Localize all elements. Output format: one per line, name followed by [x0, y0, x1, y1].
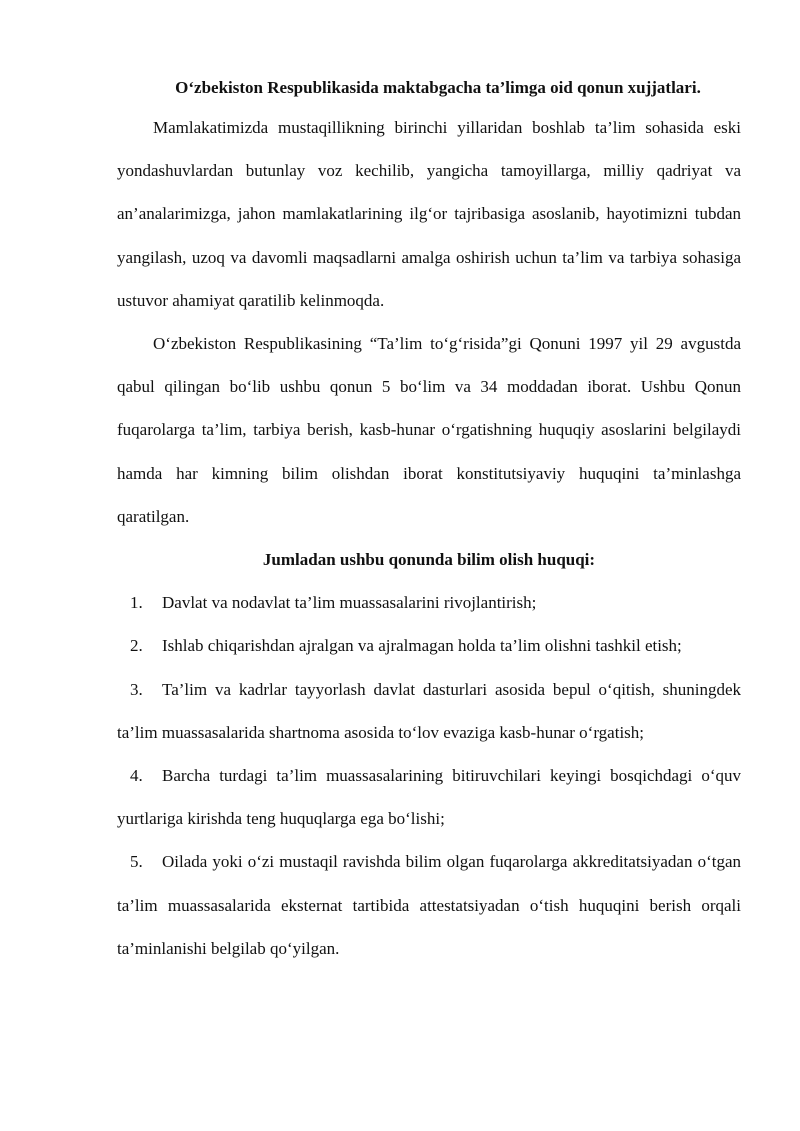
list-item-text: Ishlab chiqarishdan ajralgan va ajralmagan holda ta’lim olishni tashkil etish;	[162, 636, 682, 656]
section-subtitle: Jumladan ushbu qonunda bilim olish huquqi:	[262, 550, 596, 570]
list-item-text: Barcha turdagi ta’lim muassasalarining bitiruvchilari keyingi bosqichdagi o‘quv yurtlariga kirishda teng huquqlarga ega bo‘lishi;	[117, 766, 741, 829]
list-item	[117, 624, 741, 667]
list-item-number: 4.	[130, 766, 143, 786]
list-item	[117, 581, 741, 624]
document-title: O‘zbekiston Respublikasida maktabgacha ta’limga oid qonun xujjatlari.	[175, 78, 701, 97]
paragraph-intro: Mamlakatimizda mustaqillikning birinchi yillaridan boshlab ta’lim sohasida eski yondashuvlardan butunlay voz kechilib, yangicha tamoyillarga, milliy qadriyat va an’analarimizga, jahon mamlakatlarining ilg‘or tajribasiga asoslanib, hayotimizni tubdan yangilash, uzoq va davomli maqsadlarni amalga oshirish uchun ta’lim va tarbiya sohasiga ustuvor ahamiyat qaratilib kelinmoqda.	[117, 118, 741, 310]
list-item-number: 1.	[130, 593, 143, 613]
rights-list	[117, 581, 741, 970]
list-item-text: Oilada yoki o‘zi mustaqil ravishda bilim olgan fuqarolarga akkreditatsiyadan o‘tgan ta’lim muassasalarida eksternat tartibida attestatsiyadan o‘tish huquqini berish orqali ta’minlanishi belgilab qo‘yilgan.	[117, 852, 741, 958]
list-item	[117, 840, 741, 970]
document-page	[117, 70, 741, 970]
list-item-number: 2.	[130, 636, 143, 656]
list-item-number: 5.	[130, 852, 143, 872]
list-item-number: 3.	[130, 679, 143, 699]
list-item	[117, 754, 741, 840]
list-item-text: Davlat va nodavlat ta’lim muassasalarini rivojlantirish;	[162, 593, 537, 613]
paragraph-law: O‘zbekiston Respublikasining “Ta’lim to‘g‘risida”gi Qonuni 1997 yil 29 avgustda qabul qilingan bo‘lib ushbu qonun 5 bo‘lim va 34 moddadan iborat. Ushbu Qonun fuqarolarga ta’lim, tarbiya berish, kasb-hunar o‘rgatishning huquqiy asoslarini belgilaydi hamda har kimning bilim olishdan iborat konstitutsiyaviy huquqini ta’minlashga qaratilgan.	[117, 334, 741, 526]
list-item-text: Ta’lim va kadrlar tayyorlash davlat dasturlari asosida bepul o‘qitish, shuningdek ta’lim muassasalarida shartnoma asosida to‘lov evaziga kasb-hunar o‘rgatish;	[117, 679, 741, 742]
list-item	[117, 668, 741, 754]
